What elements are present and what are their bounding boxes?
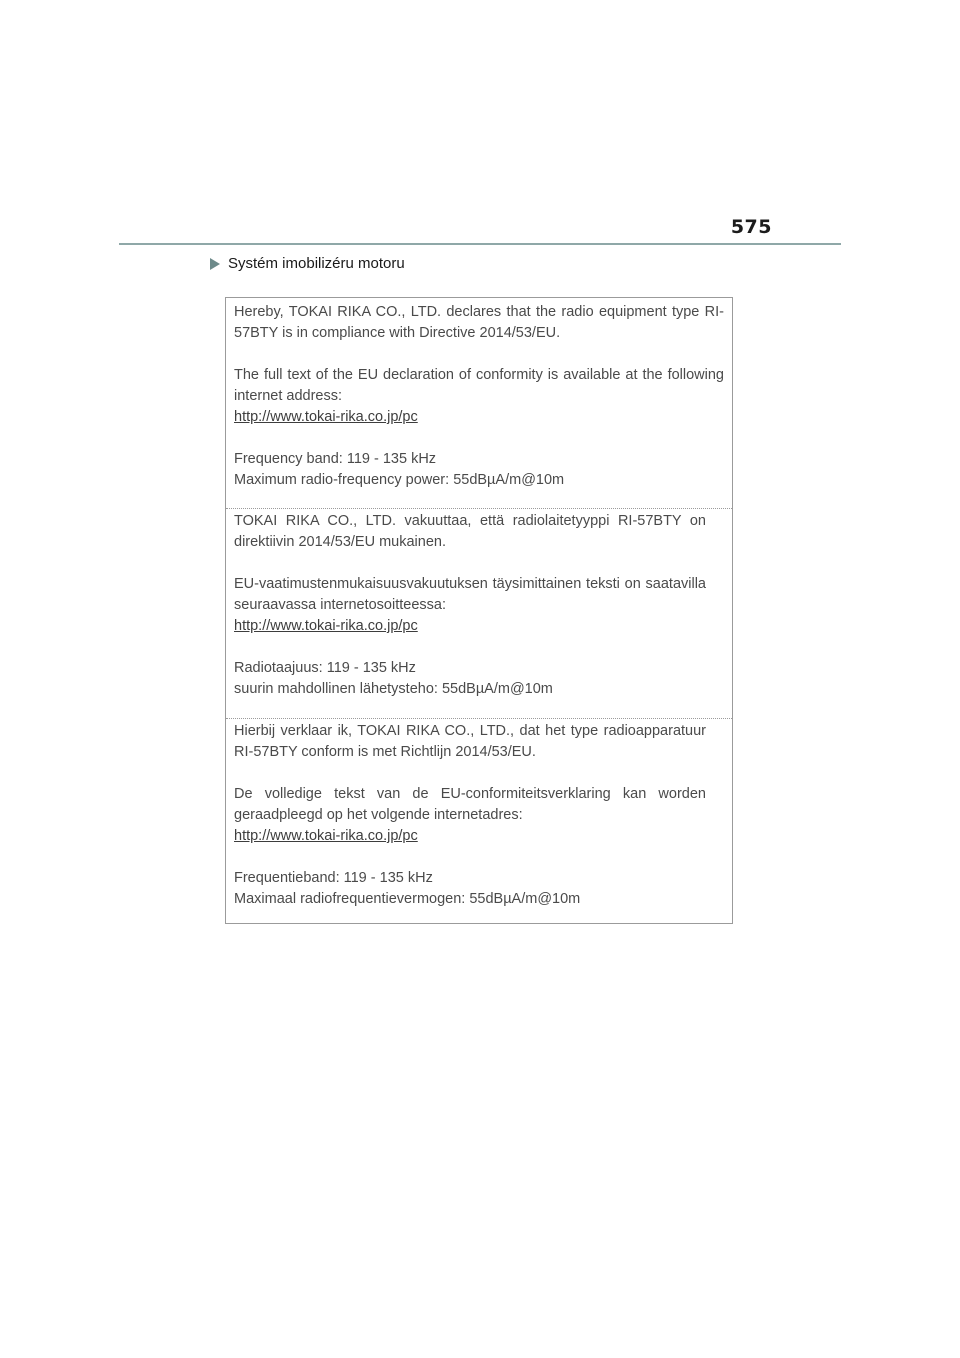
declaration-availability: De volledige tekst van de EU-conformiteitsverklaring kan worden geraadpleegd op het volgende internetadres:	[234, 786, 706, 823]
header-rule	[119, 243, 841, 245]
declaration-dutch	[226, 721, 732, 910]
page-number: 575	[730, 216, 772, 238]
frequency-band: Frequency band: 119 - 135 kHz	[234, 451, 437, 467]
section-divider	[226, 508, 732, 509]
max-power: Maximaal radiofrequentievermogen: 55dBµA/m@10m	[234, 891, 581, 907]
section-divider	[226, 718, 732, 719]
section-heading-text: Systém imobilizéru motoru	[228, 255, 405, 272]
frequency-band: Radiotaajuus: 119 - 135 kHz	[234, 660, 416, 676]
declaration-availability: The full text of the EU declaration of conformity is available at the following internet address:	[234, 367, 724, 404]
declaration-statement: Hierbij verklaar ik, TOKAI RIKA CO., LTD., dat het type radioapparatuur RI-57BTY conform is met Richtlijn 2014/53/EU.	[234, 723, 706, 760]
declaration-statement: Hereby, TOKAI RIKA CO., LTD. declares that the radio equipment type RI-57BTY is in compliance with Directive 2014/53/EU.	[234, 304, 724, 341]
max-power: Maximum radio-frequency power: 55dBµA/m@10m	[234, 472, 565, 488]
declaration-url-link[interactable]: http://www.tokai-rika.co.jp/pc	[234, 828, 418, 844]
declaration-statement: TOKAI RIKA CO., LTD. vakuuttaa, että radiolaitetyyppi RI-57BTY on direktiivin 2014/53/EU mukainen.	[234, 513, 706, 550]
frequency-band: Frequentieband: 119 - 135 kHz	[234, 870, 433, 886]
declaration-english	[226, 302, 732, 491]
triangle-bullet-icon	[210, 258, 220, 270]
max-power: suurin mahdollinen lähetysteho: 55dBµA/m@10m	[234, 681, 553, 697]
declaration-box	[225, 297, 733, 924]
declaration-finnish	[226, 511, 732, 700]
section-heading	[210, 255, 405, 272]
declaration-availability: EU-vaatimustenmukaisuusvakuutuksen täysimittainen teksti on saatavilla seuraavassa internetosoitteessa:	[234, 576, 706, 613]
declaration-url-link[interactable]: http://www.tokai-rika.co.jp/pc	[234, 409, 418, 425]
declaration-url-link[interactable]: http://www.tokai-rika.co.jp/pc	[234, 618, 418, 634]
